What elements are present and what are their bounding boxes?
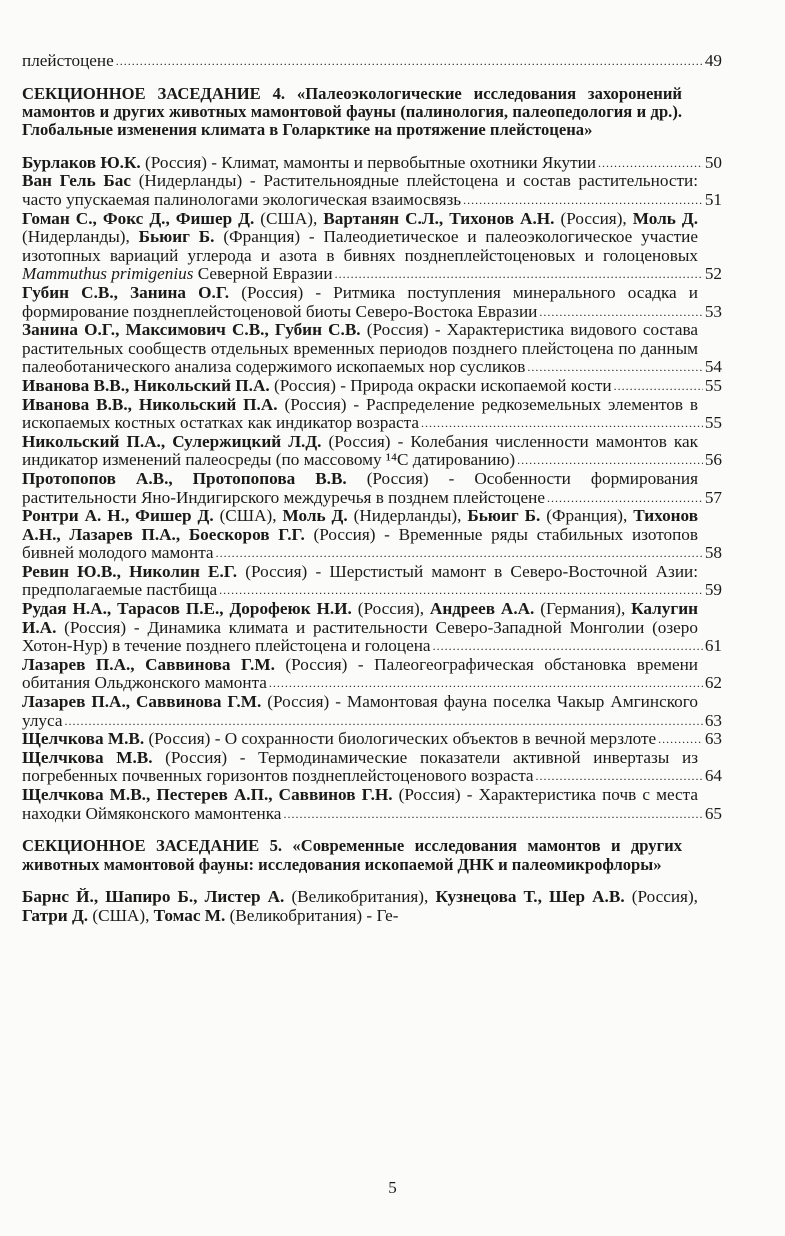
entry-text: (Россия) - Динамика климата и растительности Северо-Западной Монголии (озеро Хотон-Нур) в течение позднего плейстоцена и голоцена ..... xyxy=(22,618,698,656)
author-names: Бурлаков Ю.К. xyxy=(22,153,141,172)
toc-entry xyxy=(22,470,722,507)
entry-text: (Россия), xyxy=(554,209,633,228)
toc-entry xyxy=(22,377,722,396)
author-names: Барнс Й., Шапиро Б., Листер А. xyxy=(22,888,285,906)
author-names: Лазарев П.А., Саввинова Г.М. xyxy=(22,655,275,674)
toc-entry xyxy=(22,52,722,71)
entry-text: (Нидерланды), xyxy=(22,227,139,247)
entry-text: (Россия) - Характеристика почв с места находки Оймяконского мамонтенка ..... xyxy=(22,786,698,823)
toc-entry xyxy=(22,656,722,693)
entry-text: (США), xyxy=(213,507,283,526)
toc-entries xyxy=(22,154,722,823)
author-names: Протопопов А.В., Протопопова В.В. xyxy=(22,469,347,488)
author-names: Андреев А.А. xyxy=(429,600,535,619)
entry-text: (Нидерланды), xyxy=(347,507,468,526)
toc-entry xyxy=(22,693,722,730)
page-ref: 50 xyxy=(704,153,722,172)
author-names: Ревин Ю.В., Николин Е.Г. xyxy=(22,562,238,581)
author-names: Кузнецова Т., Шер А.В. xyxy=(435,888,625,906)
entry-text: (Россия) - Характеристика видового состава растительных сообществ отдельных временных периодов позднего плейстоцена по данным палеоботанического анализа содержимого ископаемых нор сусликов ..... xyxy=(22,321,698,376)
author-names: Томас М. xyxy=(153,905,226,925)
author-names: Ронтри А. Н., Фишер Д. xyxy=(22,507,214,526)
entry-text: (Великобритания) - Ге- xyxy=(225,905,399,925)
author-names: Иванова В.В., Никольский П.А. xyxy=(22,376,270,395)
toc-entry xyxy=(22,600,722,656)
page-ref: 59 xyxy=(704,580,722,600)
page-ref: 52 xyxy=(704,264,722,284)
entry-text: (Россия), xyxy=(351,600,430,619)
entry-text: (Россия) - Палеогеографическая обстановка времени обитания Ольджонского мамонта ..... xyxy=(22,656,698,693)
page-ref: 54 xyxy=(704,357,722,377)
author-names: Иванова В.В., Никольский П.А. xyxy=(22,395,278,414)
entry-text: (Россия) - О сохранности биологических объектов в вечной мерзлоте ..... xyxy=(144,730,656,748)
entry-text: (Нидерланды) - Растительноядные плейстоцена и состав растительности: часто упускаемая палинологами экологическая взаимосвязь ..... xyxy=(22,172,698,209)
entry-text: (Россия) - Колебания численности мамонтов как индикатор изменений палеосреды (по массовому ¹⁴C датированию) ..... xyxy=(22,433,698,470)
author-names: Бьюиг Б. xyxy=(138,227,215,247)
entry-text: (Россия) - Распределение редкоземельных элементов в ископаемых костных остатках как индикатор возраста ..... xyxy=(22,396,698,433)
author-names: Вартанян С.Л., Тихонов А.Н. xyxy=(323,209,555,228)
toc-entry xyxy=(22,284,722,321)
author-names: Занина О.Г., Максимович С.В., Губин С.В. xyxy=(22,321,361,340)
entry-text: (Россия) - Ритмика поступления минерального осадка и формирование позднеплейстоценовой биоты Северо-Востока Евразии ..... xyxy=(22,284,698,321)
page-ref: 65 xyxy=(704,803,722,823)
entry-text: (Германия), xyxy=(534,600,632,619)
author-names: Губин С.В., Занина О.Г. xyxy=(22,283,230,302)
table-of-contents xyxy=(22,52,722,925)
author-names: Ван Гель Бас xyxy=(22,172,131,191)
page-ref: 49 xyxy=(704,52,722,70)
author-names: Щелчкова М.В. xyxy=(22,748,153,767)
author-names: Моль Д. xyxy=(632,209,698,228)
entry-text: (Россия) - Особенности формирования растительности Яно-Индигирского междуречья в позднем плейстоцене ..... xyxy=(22,470,698,507)
page-ref: 51 xyxy=(704,190,722,209)
toc-entry xyxy=(22,888,722,925)
entry-text: (Россия) - Термодинамические показатели активной инвертазы из погребенных почвенных горизонтов позднеплейстоценового возраста ..... xyxy=(22,749,698,786)
entry-text: (Франция), xyxy=(540,507,634,526)
author-names: Щелчкова М.В. xyxy=(22,730,145,749)
entry-text: (Россия) - Шерстистый мамонт в Северо-Восточной Азии: предполагаемые пастбища ..... xyxy=(22,563,698,600)
entry-text: (Великобритания), xyxy=(284,888,436,906)
author-names: Калугин И.А. xyxy=(22,600,698,637)
author-names: Гатри Д. xyxy=(22,905,89,925)
section-heading-5: СЕКЦИОННОЕ ЗАСЕДАНИЕ 5. «Современные исследования мамонтов и других животных мамонтовой фауны: исследования ископаемой ДНК и палеомикрофлоры» xyxy=(22,836,682,874)
page-ref: 56 xyxy=(704,450,722,470)
author-names: Моль Д. xyxy=(282,507,348,526)
page-number: 5 xyxy=(388,1178,397,1197)
entry-text: (США), xyxy=(88,905,154,925)
toc-entry xyxy=(22,433,722,470)
page-ref: 61 xyxy=(704,636,722,656)
author-names: Бьюиг Б. xyxy=(467,507,541,526)
page-ref: 62 xyxy=(704,673,722,693)
toc-entry xyxy=(22,730,722,749)
toc-entry xyxy=(22,154,722,173)
entry-text: (Россия) - Климат, мамонты и первобытные охотники Якутии ..... xyxy=(141,154,596,172)
entry-text: (Россия) - Временные ряды стабильных изотопов бивней молодого мамонта ..... xyxy=(22,525,698,563)
section-heading-4: СЕКЦИОННОЕ ЗАСЕДАНИЕ 4. «Палеоэкологические исследования захоронений мамонтов и других животных мамонтовой фауны (палинология, палеопедология и др.). Глобальные изменения климата в Голарктике на протяжение плейстоцена» xyxy=(22,83,682,140)
page-ref: 64 xyxy=(704,766,722,786)
toc-entry xyxy=(22,563,722,600)
entry-text: (Франция) - Палеодиетическое и палеоэкологическое участие изотопных вариаций углерода и азота в бивнях позднеплейстоценовых и голоценовых xyxy=(22,227,698,265)
author-names: Лазарев П.А., Саввинова Г.М. xyxy=(22,693,262,712)
toc-entry xyxy=(22,507,722,563)
toc-entry xyxy=(22,172,722,209)
author-names: Рудая Н.А., Тарасов П.Е., Дорофеюк Н.И. xyxy=(22,600,352,619)
page-ref: 63 xyxy=(704,710,722,730)
toc-entry xyxy=(22,210,722,284)
toc-entry xyxy=(22,321,722,377)
entry-text: плейстоцене ..... xyxy=(22,52,114,70)
toc-entry xyxy=(22,786,722,823)
page-ref: 58 xyxy=(704,543,722,563)
toc-entry xyxy=(22,396,722,433)
entry-text: (Россия) - Мамонтовая фауна поселка Чакыр Амгинского улуса ..... xyxy=(22,693,698,730)
entry-text: Северной Евразии ..... xyxy=(193,264,332,283)
toc-entry xyxy=(22,749,722,786)
author-names: Никольский П.А., Сулержицкий Л.Д. xyxy=(22,432,322,451)
taxon-name: Mammuthus primigenius xyxy=(22,264,194,284)
entry-text: (США), xyxy=(254,209,324,228)
page-ref: 63 xyxy=(704,730,722,749)
author-names: Щелчкова М.В., Пестерев А.П., Саввинов Г.Н. xyxy=(22,786,393,804)
entry-text: (Россия), xyxy=(624,888,698,906)
page-ref: 53 xyxy=(704,301,722,321)
entry-text: (Россия) - Природа окраски ископаемой кости ..... xyxy=(270,377,612,395)
page-ref: 57 xyxy=(704,487,722,507)
author-names: Гоман С., Фокс Д., Фишер Д. xyxy=(22,209,255,228)
page-ref: 55 xyxy=(704,376,722,395)
author-names: Тихонов А.Н., Лазарев П.А., Боескоров Г.Г. xyxy=(22,507,699,544)
page-ref: 55 xyxy=(704,413,722,433)
